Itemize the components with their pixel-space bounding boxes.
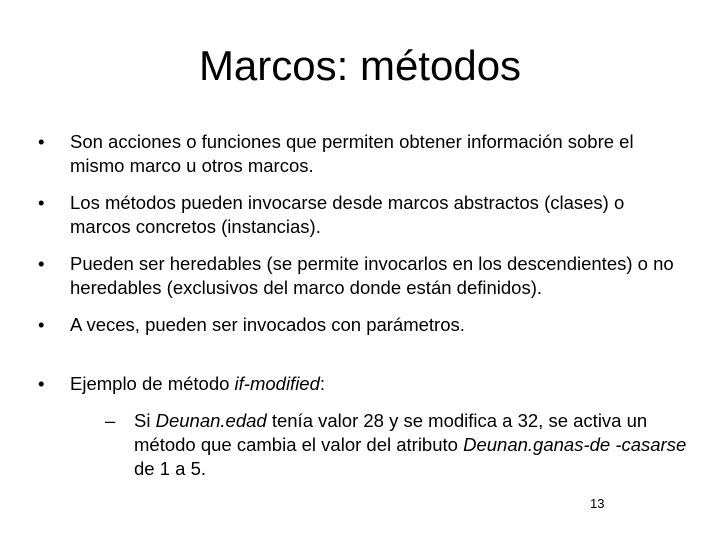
method-name: if-modified xyxy=(234,373,320,394)
bullet-text-pre: Ejemplo de método xyxy=(70,373,235,394)
bullet-dot: • xyxy=(38,314,45,335)
sub-em-1: Deunan.edad xyxy=(155,410,267,431)
bullet-text-post: : xyxy=(319,373,326,394)
bullet-dot: • xyxy=(38,253,45,274)
page-number: 13 xyxy=(590,496,605,511)
bullet-dot: • xyxy=(38,192,45,213)
slide-title: Marcos: métodos xyxy=(198,42,522,89)
sub-text-3: de 1 a 5. xyxy=(134,458,207,479)
bullet-item xyxy=(38,191,688,239)
bullet-item xyxy=(38,252,688,300)
bullet-item xyxy=(38,313,688,337)
bullet-text: Son acciones o funciones que permiten obtener información sobre el mismo marco u otros marcos. xyxy=(70,131,634,176)
bullet-dot: • xyxy=(38,373,45,394)
sub-text-2: tenía valor 28 y se modifica a 32, se activa un método que cambia el valor del atributo xyxy=(134,410,648,455)
bullet-item-example xyxy=(38,372,688,396)
bullet-item xyxy=(38,130,688,178)
sub-bullet-dash: – xyxy=(105,410,116,431)
bullet-dot: • xyxy=(38,131,45,152)
sub-em-2: Deunan.ganas-de -casarse xyxy=(463,434,687,455)
bullet-text: Los métodos pueden invocarse desde marcos abstractos (clases) o marcos concretos (instancias). xyxy=(70,192,625,237)
bullet-text: Pueden ser heredables (se permite invocarlos en los descendientes) o no heredables (exclusivos del marco donde están definidos). xyxy=(70,253,674,298)
sub-text-1: Si xyxy=(134,410,156,431)
bullet-list xyxy=(38,130,688,481)
bullet-text: A veces, pueden ser invocados con parámetros. xyxy=(70,314,465,335)
sub-bullet-item xyxy=(70,409,688,481)
